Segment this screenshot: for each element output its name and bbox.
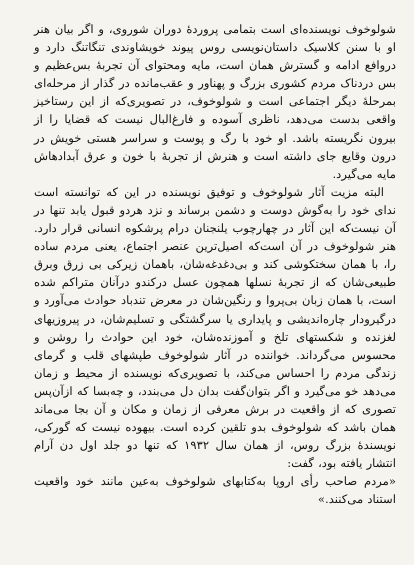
paragraph-intro: شولوخوف نویسنده‌ای است بتمامی پروردهٔ دوران شوروی، و اگر بیان هنر او با سنن کلاسیک داستان‌نویسی روس پیوند خویشاوندی تنگاتنگ دارد و دروافع ادامه و گسترش همان است، مایه ومحتوای آن تجربهٔ بس‌عظیم و بس دردناک مردم کشوری بزرگ و پهناور و عقب‌مانده در گذار از مرحله‌ای بمرحلهٔ دیگر اجتماعی است و شولوخوف، در تصویری‌که از این رستاخیز واقعی بدست می‌دهد، ناظری آسوده و فارغ‌البال نیست که قضایا را از بیرون نگریسته باشد. او خود با رگ و پوست و سراسر هستی خویش در درون وقایع جای داشته است و هنرش از تجربهٔ با خون و عرق آبدادهاش مایه می‌گیرد. [34,22,396,181]
paragraph-main: البته مزیت آثار شولوخوف و توفیق نویسنده در این که توانسته است ندای خود را به‌گوش دوست و دشمن برساند و نزد هردو قبول یابد تنها در آن نیست‌که این آثار در چهارچوب یلنجنان درام پرشکوه انسانی قرار دارد. هنر شولوخوف در آن است‌که اصیل‌ترین عنصر اجتماع، یعنی مردم ساده را، با همان سختکوشی کند و بی‌دغدغه‌شان، باهمان زیرکی بی زرق وبرق طبیعی‌شان که از تجربهٔ نسلها همچون عسل درکندو درآنان متراکم شده است، با همان زبان بی‌پروا و رنگین‌شان در معرض تندباد حوادث می‌آورد و درگیرودار چاره‌اندیشی و پایداری یا سرگشتگی و تسلیم‌شان، در پیروزیهای لغزنده و شکستهای تلخ و آموزنده‌شان، خود این حوادث را روشن و محسوس می‌گرداند. خواننده در آثار شولوخوف طپشهای قلب و گرمای زندگی مردم را احساس می‌کند، با تصویری‌که نویسنده از محیط و زمان می‌دهد خو می‌گیرد و اگر بتوان‌گفت بدان دل می‌بندد، و چه‌بسا که ازآن‌پس تصوری که از واقعیت در برش معرفی از زمان و مکان و آن بجا می‌ماند همان باشد که شولوخوف بدو تلقین کرده است. بیهوده نیست که گورکی، نویسندهٔ بزرگ روس، از همان سال ۱۹۳۲ که تنها دو جلد اول دن آرام انتشار یافته بود، گفت: [34,184,396,471]
paragraph-quote: «مردم صاحب رأی اروپا به‌کتابهای شولوخوف به‌عین مانند خود واقعیت استناد می‌کنند.» [34,474,396,507]
